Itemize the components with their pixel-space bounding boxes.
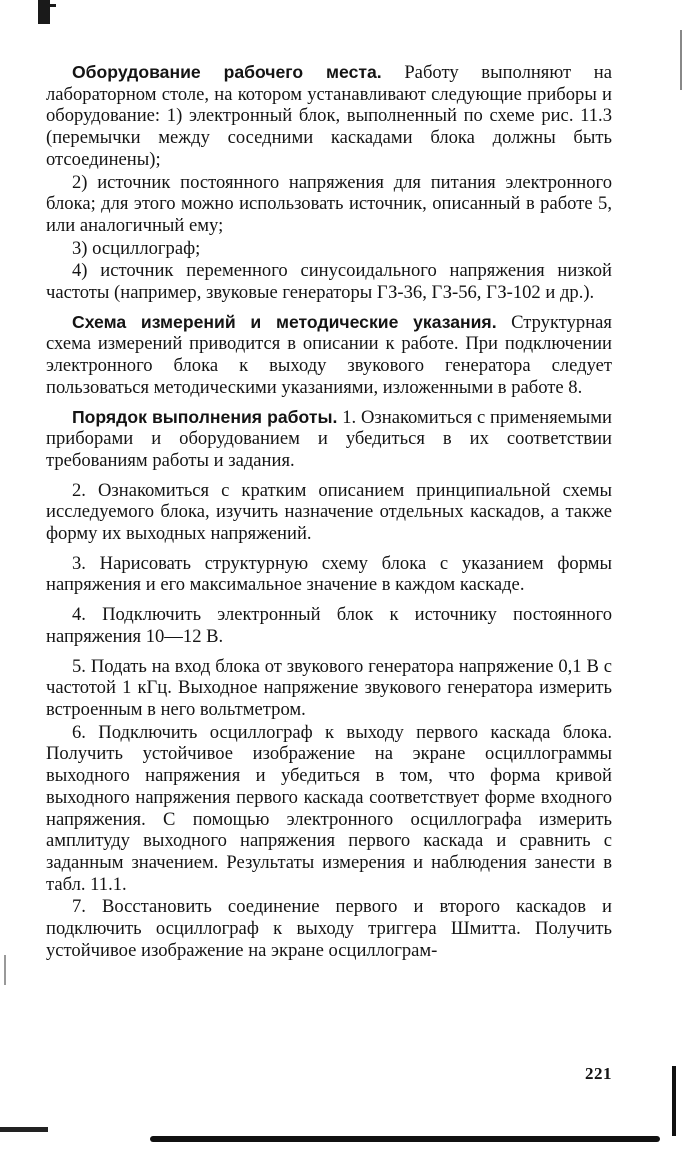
- procedure-step-2: 2. Ознакомиться с кратким описанием принципиальной схемы исследуемого блока, изучить назначение отдельных каскадов, а также форму их выходных напряжений.: [46, 479, 612, 545]
- procedure-step-4: 4. Подключить электронный блок к источнику постоянного напряжения 10—12 В.: [46, 604, 612, 647]
- scan-edge-right: [672, 1066, 676, 1136]
- paragraph-text: Работу выполняют на лабораторном столе, на котором устанавливают следующие приборы и оборудование: 1) электронный блок, выполненный по схеме рис. 11.3 (перемычки между соседними каскадами блока должны быть отсоединены);: [46, 62, 612, 170]
- heading-equipment: Оборудование рабочего места.: [72, 62, 382, 82]
- procedure-step-3: 3. Нарисовать структурную схему блока с указанием формы напряжения и его максимальное значение в каждом каскаде.: [46, 552, 612, 596]
- corner-scan-mark: [38, 0, 50, 24]
- heading-measurement: Схема измерений и методические указания.: [72, 311, 497, 332]
- scan-artifact-right: [680, 30, 682, 90]
- paragraph-text: Структурная схема измерений приводится в описании к работе. При подключении электронного блока к выходу звукового генератора следует пользоваться методическими указаниями, изложенными в работе 8.: [46, 311, 612, 398]
- page-number: 221: [585, 1064, 612, 1083]
- list-item-power-source: 2) источник постоянного напряжения для питания электронного блока; для этого можно использовать источник, описанный в работе 5, или аналогичный ему;: [46, 171, 612, 236]
- procedure-step-6: 6. Подключить осциллограф к выходу первого каскада блока. Получить устойчивое изображение на экране осциллограммы выходного напряжения и убедиться в том, что форма кривой выходного напряжения первого каскада соответствует форме входного напряжения. С помощью электронного осциллографа измерить амплитуду выходного напряжения первого каскада и сравнить с заданным значением. Результаты измерения и наблюдения занести в табл. 11.1.: [46, 721, 612, 895]
- scan-artifact-left: [4, 955, 6, 985]
- paragraph-measurement-scheme: [46, 312, 612, 399]
- paragraph-equipment-intro: [46, 62, 612, 171]
- procedure-step-5: 5. Подать на вход блока от звукового генератора напряжение 0,1 В с частотой 1 кГц. Выходное напряжение звукового генератора измерить встроенным в него вольтметром.: [46, 655, 612, 720]
- paragraph-text: 1. Ознакомиться с применяемыми приборами и оборудованием и убедиться в их соответствии требованиям работы и задания.: [46, 406, 612, 471]
- procedure-step-7: 7. Восстановить соединение первого и второго каскадов и подключить осциллограф к выходу триггера Шмитта. Получить устойчивое изображение на экране осциллограм-: [46, 896, 612, 961]
- scan-edge-left: [0, 1127, 48, 1132]
- page-body: [46, 62, 612, 962]
- scan-edge-bottom: [150, 1136, 660, 1142]
- list-item-generator: 4) источник переменного синусоидального напряжения низкой частоты (например, звуковые генераторы ГЗ-36, ГЗ-56, ГЗ-102 и др.).: [46, 260, 612, 304]
- heading-procedure: Порядок выполнения работы.: [72, 406, 338, 427]
- paragraph-procedure-step-1: [46, 407, 612, 472]
- list-item-oscilloscope: 3) осциллограф;: [72, 237, 201, 259]
